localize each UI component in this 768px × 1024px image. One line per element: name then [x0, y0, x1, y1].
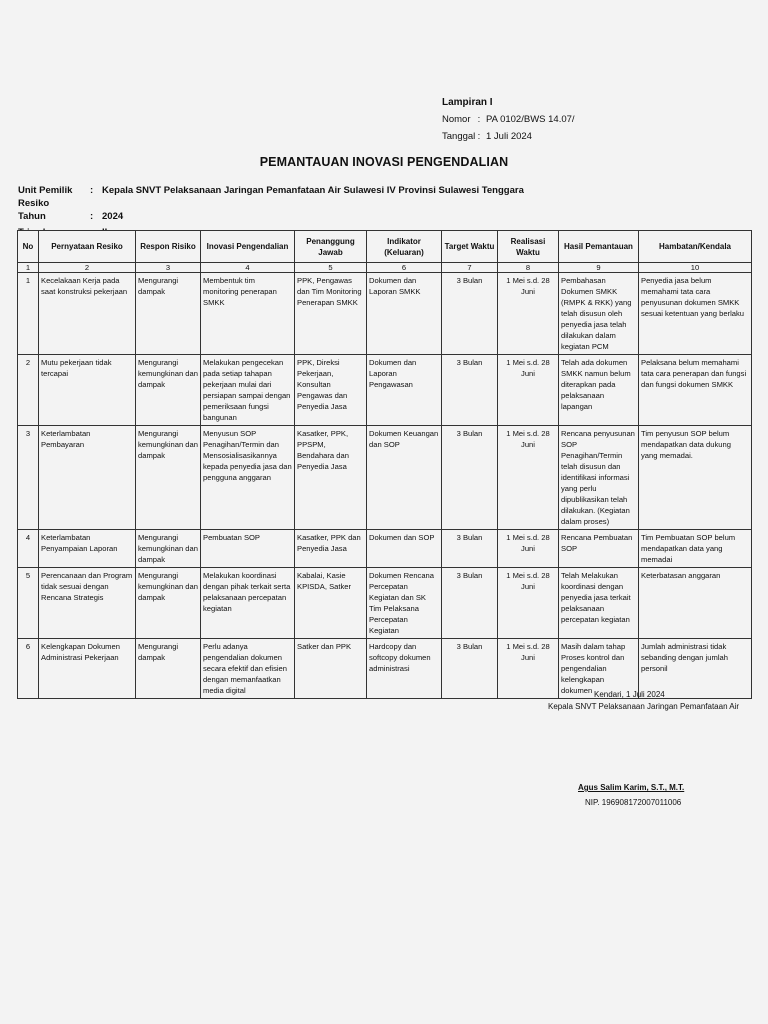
cell-hambatan: Tim Pembuatan SOP belum mendapatkan data yang memadai	[639, 530, 752, 568]
colon: :	[477, 131, 481, 142]
lampiran-tanggal	[442, 128, 575, 145]
unit-value: Kepala SNVT Pelaksanaan Jaringan Pemanfataan Air Sulawesi IV Provinsi Sulawesi Tenggara	[102, 185, 524, 196]
table-row	[18, 568, 752, 639]
cell-inovasi: Menyusun SOP Penagihan/Termin dan Mensosialisasikannya kepada penyedia jasa dan pengguna anggaran	[201, 426, 295, 530]
cell-realisasi: 1 Mei s.d. 28 Juni	[498, 639, 559, 699]
cell-respon: Mengurangi kemungkinan dan dampak	[136, 568, 201, 639]
tahun-value: 2024	[102, 211, 124, 222]
cell-penanggung: Kabalai, Kasie KPISDA, Satker	[295, 568, 367, 639]
cell-indikator: Dokumen dan Laporan Pengawasan	[367, 355, 442, 426]
cell-hambatan: Tim penyusun SOP belum mendapatkan data dukung yang memadai.	[639, 426, 752, 530]
cell-target: 3 Bulan	[442, 639, 498, 699]
cell-penanggung: Kasatker, PPK dan Penyedia Jasa	[295, 530, 367, 568]
header-respon-risiko: Respon Risiko	[136, 231, 201, 263]
header-target-waktu: Target Waktu	[442, 231, 498, 263]
tanggal-value: 1 Juli 2024	[486, 131, 532, 142]
cell-hasil: Telah ada dokumen SMKK namun belum diterapkan pada pelaksanaan lapangan	[559, 355, 639, 426]
monitoring-table	[17, 230, 752, 699]
header-penanggung-jawab: Penanggung Jawab	[295, 231, 367, 263]
index-cell: 7	[442, 263, 498, 273]
cell-hambatan: Jumlah administrasi tidak sebanding dengan jumlah personil	[639, 639, 752, 699]
cell-penanggung: Satker dan PPK	[295, 639, 367, 699]
cell-hambatan: Keterbatasan anggaran	[639, 568, 752, 639]
cell-target: 3 Bulan	[442, 426, 498, 530]
cell-realisasi: 1 Mei s.d. 28 Juni	[498, 568, 559, 639]
cell-respon: Mengurangi dampak	[136, 273, 201, 355]
cell-penanggung: Kasatker, PPK, PPSPM, Bendahara dan Penyedia Jasa	[295, 426, 367, 530]
table-row	[18, 530, 752, 568]
cell-pernyataan: Keterlambatan Pembayaran	[39, 426, 136, 530]
table-header-row	[18, 231, 752, 263]
index-cell: 3	[136, 263, 201, 273]
index-cell: 9	[559, 263, 639, 273]
cell-no: 2	[18, 355, 39, 426]
index-cell: 1	[18, 263, 39, 273]
cell-hasil: Rencana Pembuatan SOP	[559, 530, 639, 568]
cell-indikator: Hardcopy dan softcopy dokumen administrasi	[367, 639, 442, 699]
meta-tahun	[18, 210, 524, 223]
cell-realisasi: 1 Mei s.d. 28 Juni	[498, 530, 559, 568]
signature-place-date: Kendari, 1 Juli 2024	[594, 690, 665, 699]
tanggal-label: Tanggal	[442, 131, 476, 142]
cell-no: 3	[18, 426, 39, 530]
cell-penanggung: PPK, Pengawas dan Tim Monitoring Penerapan SMKK	[295, 273, 367, 355]
table-row	[18, 426, 752, 530]
colon: :	[90, 185, 94, 196]
header-no: No	[18, 231, 39, 263]
cell-inovasi: Pembuatan SOP	[201, 530, 295, 568]
index-cell: 10	[639, 263, 752, 273]
cell-hasil: Rencana penyusunan SOP Penagihan/Termin telah disusun dan identifikasi informasi yang perlu dipublikasikan telah dilakukan. (Kegiatan dalam proses)	[559, 426, 639, 530]
signature-name: Agus Salim Karim, S.T., M.T.	[578, 783, 685, 792]
cell-target: 3 Bulan	[442, 568, 498, 639]
nomor-label: Nomor	[442, 114, 471, 125]
cell-hambatan: Penyedia jasa belum memahami tata cara penyusunan dokumen SMKK sesuai ketentuan yang berlaku	[639, 273, 752, 355]
cell-penanggung: PPK, Direksi Pekerjaan, Konsultan Pengawas dan Penyedia Jasa	[295, 355, 367, 426]
nomor-value: PA 0102/BWS 14.07/	[486, 114, 575, 125]
unit-label: Unit Pemilik Resiko	[18, 185, 73, 209]
signature-nip: NIP. 196908172007011006	[585, 798, 682, 807]
cell-inovasi: Melakukan pengecekan pada setiap tahapan pekerjaan mulai dari persiapan sampai dengan pemeriksaan fungsi bangunan	[201, 355, 295, 426]
cell-realisasi: 1 Mei s.d. 28 Juni	[498, 273, 559, 355]
cell-inovasi: Perlu adanya pengendalian dokumen secara efektif dan efisien dengan memanfaatkan media digital	[201, 639, 295, 699]
cell-target: 3 Bulan	[442, 273, 498, 355]
cell-pernyataan: Kelengkapan Dokumen Administrasi Pekerjaan	[39, 639, 136, 699]
cell-respon: Mengurangi kemungkinan dan dampak	[136, 530, 201, 568]
index-cell: 2	[39, 263, 136, 273]
cell-respon: Mengurangi kemungkinan dan dampak	[136, 426, 201, 530]
lampiran-title: Lampiran I	[442, 97, 493, 108]
header-hasil-pemantauan: Hasil Pemantauan	[559, 231, 639, 263]
table-row	[18, 273, 752, 355]
tahun-label: Tahun	[18, 211, 46, 222]
cell-hasil: Masih dalam tahap Proses kontrol dan pengendalian kelengkapan dokumen	[559, 639, 639, 699]
cell-indikator: Dokumen dan SOP	[367, 530, 442, 568]
header-realisasi-waktu: Realisasi Waktu	[498, 231, 559, 263]
cell-respon: Mengurangi dampak	[136, 639, 201, 699]
cell-realisasi: 1 Mei s.d. 28 Juni	[498, 355, 559, 426]
cell-target: 3 Bulan	[442, 355, 498, 426]
cell-indikator: Dokumen dan Laporan SMKK	[367, 273, 442, 355]
header-indikator: Indikator (Keluaran)	[367, 231, 442, 263]
cell-indikator: Dokumen Rencana Percepatan Kegiatan dan SK Tim Pelaksana Percepatan Kegiatan	[367, 568, 442, 639]
colon: :	[477, 114, 481, 125]
cell-no: 5	[18, 568, 39, 639]
cell-indikator: Dokumen Keuangan dan SOP	[367, 426, 442, 530]
table-row	[18, 355, 752, 426]
cell-no: 4	[18, 530, 39, 568]
cell-pernyataan: Keterlambatan Penyampaian Laporan	[39, 530, 136, 568]
colon: :	[90, 211, 94, 222]
lampiran-block	[442, 94, 575, 145]
cell-no: 6	[18, 639, 39, 699]
cell-hasil: Pembahasan Dokumen SMKK (RMPK & RKK) yang telah disusun oleh penyedia jasa telah dilakukan dalam kegiatan PCM	[559, 273, 639, 355]
cell-pernyataan: Mutu pekerjaan tidak tercapai	[39, 355, 136, 426]
index-cell: 5	[295, 263, 367, 273]
signature-role: Kepala SNVT Pelaksanaan Jaringan Pemanfataan Air	[548, 702, 740, 711]
index-cell: 4	[201, 263, 295, 273]
cell-inovasi: Melakukan koordinasi dengan pihak terkait serta pelaksanaan percepatan kegiatan	[201, 568, 295, 639]
cell-inovasi: Membentuk tim monitoring penerapan SMKK	[201, 273, 295, 355]
column-index-row	[18, 263, 752, 273]
cell-pernyataan: Perencanaan dan Program tidak sesuai dengan Rencana Strategis	[39, 568, 136, 639]
cell-no: 1	[18, 273, 39, 355]
cell-realisasi: 1 Mei s.d. 28 Juni	[498, 426, 559, 530]
cell-pernyataan: Kecelakaan Kerja pada saat konstruksi pekerjaan	[39, 273, 136, 355]
page-title: PEMANTAUAN INOVASI PENGENDALIAN	[259, 155, 509, 169]
cell-hambatan: Pelaksana belum memahami tata cara penerapan dan fungsi dan fungsi dokumen SMKK	[639, 355, 752, 426]
meta-unit	[18, 184, 524, 210]
header-pernyataan-resiko: Pernyataan Resiko	[39, 231, 136, 263]
cell-respon: Mengurangi kemungkinan dan dampak	[136, 355, 201, 426]
index-cell: 8	[498, 263, 559, 273]
header-inovasi-pengendalian: Inovasi Pengendalian	[201, 231, 295, 263]
cell-target: 3 Bulan	[442, 530, 498, 568]
cell-hasil: Telah Melakukan koordinasi dengan penyedia jasa terkait pelaksanaan percepatan kegiatan	[559, 568, 639, 639]
lampiran-nomor	[442, 111, 575, 128]
header-hambatan: Hambatan/Kendala	[639, 231, 752, 263]
index-cell: 6	[367, 263, 442, 273]
